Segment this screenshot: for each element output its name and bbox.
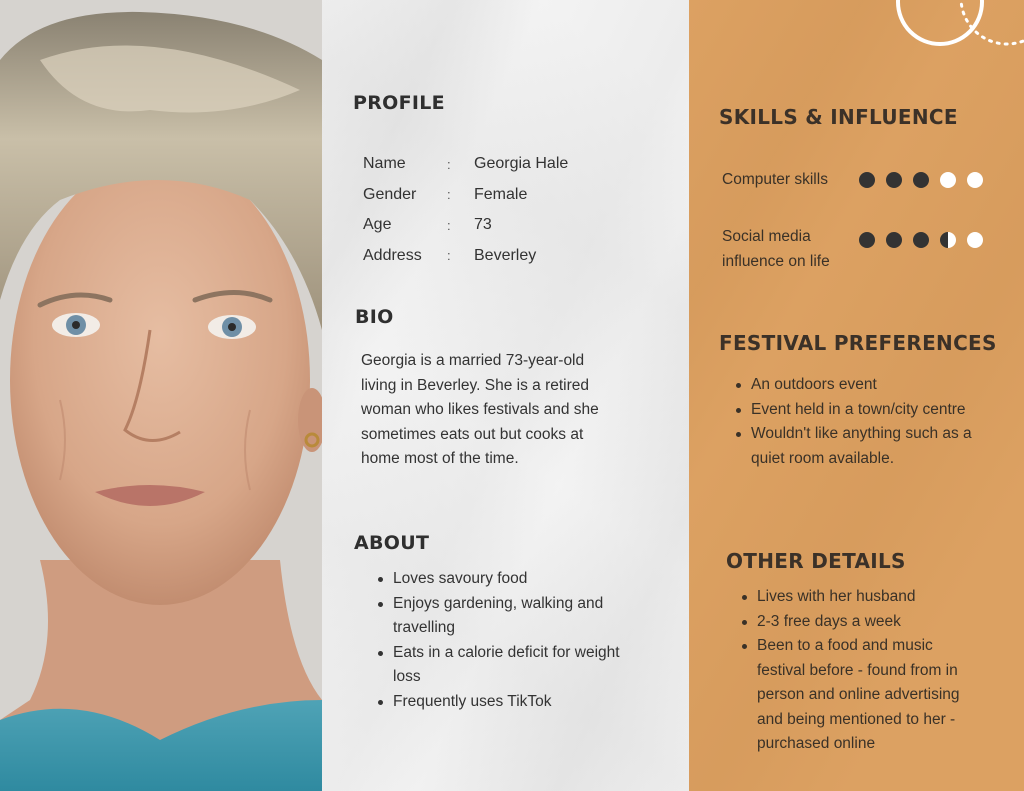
- skill-label-social: Social media influence on life: [722, 228, 830, 270]
- about-list: [375, 567, 625, 714]
- profile-row-address: [363, 241, 568, 272]
- other-details-list: [739, 585, 979, 757]
- profile-row-age: [363, 210, 568, 241]
- profile-label: Name: [363, 155, 406, 173]
- decorative-circles-icon: [689, 0, 1024, 60]
- profile-details: [363, 149, 568, 271]
- rating-dot: [913, 172, 929, 188]
- skills-heading: SKILLS & INFLUENCE: [719, 105, 958, 129]
- list-item: Eats in a calorie deficit for weight loss: [375, 641, 625, 690]
- rating-dot: [859, 232, 875, 248]
- rating-dot: [940, 172, 956, 188]
- rating-dots-social: [859, 232, 983, 248]
- rating-dot: [886, 172, 902, 188]
- list-item: Frequently uses TikTok: [375, 690, 625, 715]
- profile-separator: :: [447, 156, 451, 172]
- rating-dot: [967, 172, 983, 188]
- skill-label-computer: Computer skills: [722, 171, 828, 188]
- rating-dot: [940, 232, 956, 248]
- list-item: An outdoors event: [733, 373, 973, 398]
- profile-label: Gender: [363, 185, 417, 203]
- profile-row-name: [363, 149, 568, 180]
- profile-value: Georgia Hale: [474, 155, 569, 173]
- rating-dot: [913, 232, 929, 248]
- list-item: Event held in a town/city centre: [733, 398, 973, 423]
- rating-dots-computer: [859, 172, 983, 188]
- rating-dot: [859, 172, 875, 188]
- bio-heading: BIO: [355, 306, 394, 328]
- details-panel: [689, 0, 1024, 791]
- festival-list: [733, 373, 973, 471]
- list-item: Lives with her husband: [739, 585, 979, 610]
- rating-dot: [967, 232, 983, 248]
- portrait-photo: [0, 0, 322, 791]
- profile-heading: PROFILE: [353, 92, 445, 114]
- list-item: Loves savoury food: [375, 567, 625, 592]
- list-item: Enjoys gardening, walking and travelling: [375, 592, 625, 641]
- about-heading: ABOUT: [354, 532, 430, 554]
- profile-separator: :: [447, 187, 451, 203]
- profile-row-gender: [363, 180, 568, 211]
- list-item: Wouldn't like anything such as a quiet room available.: [733, 422, 973, 471]
- other-heading: OTHER DETAILS: [726, 549, 906, 573]
- list-item: Been to a food and music festival before - found from in person and online advertising and being mentioned to her - purchased online: [739, 634, 979, 757]
- bio-text: Georgia is a married 73-year-old living in Beverley. She is a retired woman who likes festivals and she sometimes eats out but cooks at home most of the time.: [361, 352, 599, 467]
- profile-value: Beverley: [474, 246, 537, 264]
- profile-value: 73: [474, 216, 492, 234]
- profile-separator: :: [447, 248, 451, 264]
- profile-label: Age: [363, 216, 392, 234]
- profile-panel: [322, 0, 689, 791]
- profile-label: Address: [363, 246, 422, 264]
- profile-value: Female: [474, 185, 528, 203]
- list-item: 2-3 free days a week: [739, 610, 979, 635]
- festival-heading: FESTIVAL PREFERENCES: [719, 331, 997, 355]
- rating-dot: [886, 232, 902, 248]
- profile-separator: :: [447, 217, 451, 233]
